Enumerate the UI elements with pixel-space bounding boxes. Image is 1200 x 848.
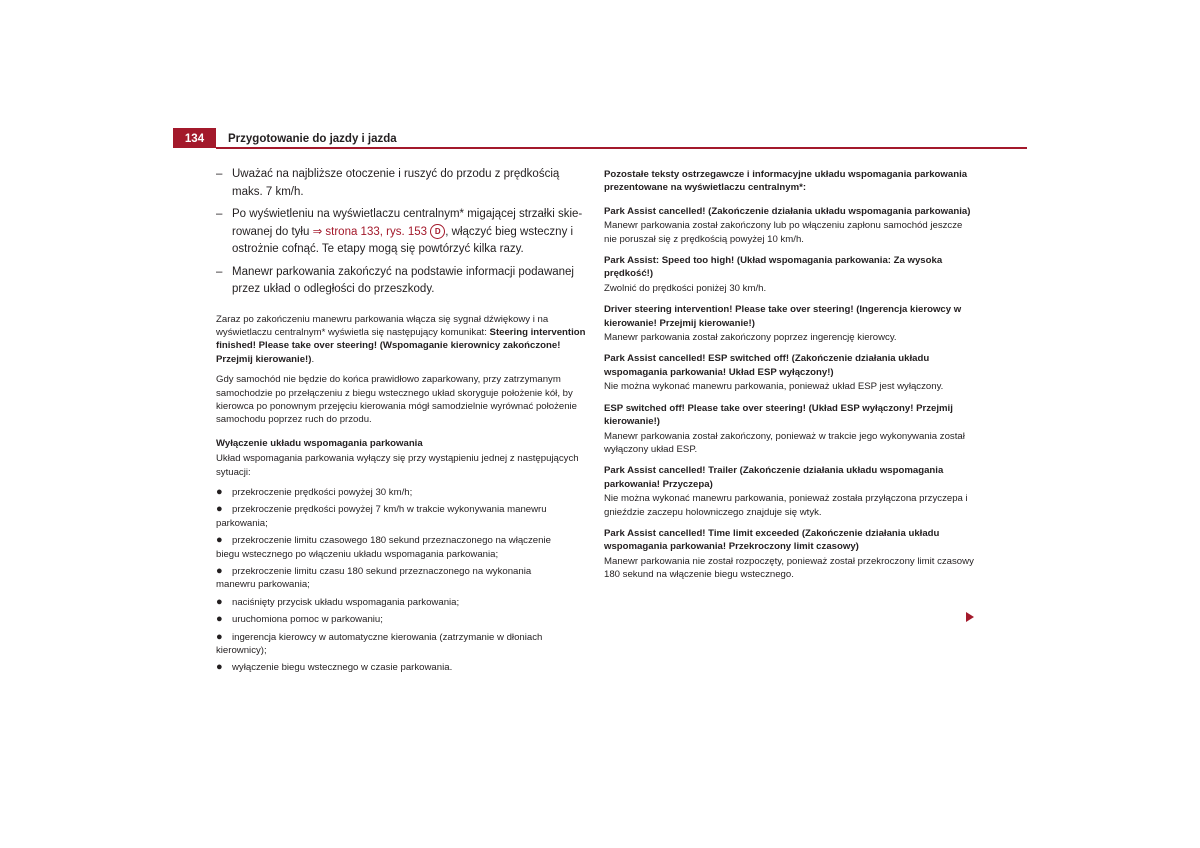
list-item-text: biegu wstecznego po włączeniu układu wspomagania parkowania; <box>216 548 499 560</box>
message-description: Zwolnić do prędkości poniżej 30 km/h. <box>604 282 767 294</box>
dash-marker: – <box>216 168 223 180</box>
paragraph-text: Zaraz po zakończeniu manewru parkowania włącza się sygnał dźwiękowy i na wyświetlaczu centralnym* wyświetla się następujący komunikat: <box>216 313 549 338</box>
list-item-text: manewru parkowania; <box>216 579 310 591</box>
list-item <box>216 631 588 658</box>
message-title: Park Assist cancelled! ESP switched off! (Zakończenie działania układu wspomagania parkowania! Układ ESP wyłączony!) <box>604 353 930 378</box>
left-column <box>216 166 588 679</box>
step-item <box>216 166 588 201</box>
message-text: Steering intervention finished! Please take over steering! (Wspomaganie kierownicy zakończone! Przejmij kierowanie!) <box>216 326 586 365</box>
list-item <box>216 565 588 592</box>
message-description: Manewr parkowania został zakończony poprzez ingerencję kierowcy. <box>604 332 897 344</box>
bullet-icon: ● <box>216 613 223 626</box>
message-description: Manewr parkowania nie został rozpoczęty, ponieważ został przekroczony limit czasowy 180 sekund na włączenie biegu wstecznego. <box>604 555 974 581</box>
chapter-title: Przygotowanie do jazdy i jazda <box>228 133 397 145</box>
step-text: , włączyć bieg wsteczny i ostrożnie cofnąć. Te etapy mogą się powtórzyć kilka razy. <box>232 225 574 255</box>
section-intro: Pozostałe teksty ostrzegawcze i informacyjne układu wspomagania parkowania prezentowane na wyświetlaczu centralnym*: <box>604 169 968 194</box>
paragraph <box>216 313 588 367</box>
bullet-icon: ● <box>216 485 223 498</box>
list-item-text: ingerencja kierowcy w automatyczne kierowania (zatrzymanie w dłoniach <box>232 631 543 643</box>
message-title: Driver steering intervention! Please take over steering! (Ingerencja kierowcy w kierowanie! Przejmij kierowanie!) <box>604 304 962 329</box>
list-item-text: parkowania; <box>216 517 268 529</box>
dash-marker: – <box>216 265 223 278</box>
step-text: Uważać na najbliższe otoczenie i ruszyć do przodu z prędkością maks. 7 km/h. <box>232 168 560 198</box>
list-item <box>216 486 588 499</box>
step-item <box>216 206 588 259</box>
message-title: Park Assist cancelled! (Zakończenie działania układu wspomagania parkowania) <box>604 205 971 217</box>
punctuation: . <box>311 353 315 365</box>
page-number: 134 <box>173 128 216 148</box>
list-item <box>216 534 588 561</box>
bullet-icon: ● <box>216 534 223 547</box>
page-header <box>173 128 1027 150</box>
step-text: Manewr parkowania zakończyć na podstawie informacji podawanej przez układ o odległości do przeszkody. <box>232 265 574 295</box>
step-text: Po wyświetleniu na wyświetlaczu centralnym* migającej strzałki skie-rowanej do tyłu <box>232 208 583 238</box>
header-rule <box>216 147 1027 149</box>
list-item <box>216 596 588 609</box>
list-item-text: naciśnięty przycisk układu wspomagania parkowania; <box>232 596 460 608</box>
paragraph: Układ wspomagania parkowania wyłączy się przy wystąpieniu jednej z następujących sytuacji: <box>216 453 579 478</box>
list-item <box>216 613 588 626</box>
dash-marker: – <box>216 208 223 220</box>
cross-reference-link[interactable]: ⇒ strona 133, rys. 153 <box>312 225 428 238</box>
bullet-icon: ● <box>216 503 223 516</box>
message-description: Nie można wykonać manewru parkowania, ponieważ została przyłączona przyczepa i gnieździe zaczepu holowniczego znajduje się wtyk. <box>604 493 968 518</box>
list-item-text: przekroczenie limitu czasowego 180 sekund przeznaczonego na włączenie <box>232 535 551 547</box>
list-item-text: przekroczenie prędkości powyżej 30 km/h; <box>232 486 413 498</box>
list-item-text: przekroczenie limitu czasu 180 sekund przeznaczonego na wykonania <box>232 566 532 577</box>
step-item <box>216 264 588 299</box>
list-item-text: uruchomiona pomoc w parkowaniu; <box>232 614 383 626</box>
message-title: Park Assist: Speed too high! (Układ wspomagania parkowania: Za wysoka prędkość!) <box>604 255 943 280</box>
bullet-icon: ● <box>216 661 223 674</box>
bullet-icon: ● <box>216 565 223 577</box>
bullet-icon: ● <box>216 630 223 643</box>
message-description: Manewr parkowania został zakończony, ponieważ w trakcie jego wykonywania został wyłączony układ ESP. <box>604 430 965 455</box>
right-column <box>604 168 974 590</box>
list-item-text: kierownicy); <box>216 645 267 657</box>
list-item-text: przekroczenie prędkości powyżej 7 km/h w trakcie wykonywania manewru <box>232 504 547 516</box>
section-heading: Wyłączenie układu wspomagania parkowania <box>216 437 423 449</box>
paragraph: Gdy samochód nie będzie do końca prawidłowo zaparkowany, przy zatrzymanym samochodzie po przełączeniu z biegu wstecznego układ skoryguje położenie kół, by kierowca po ponownym przejęciu kierowania mógł samodzielnie wyrównać położenie samochodu poprzez ruch do przodu. <box>216 374 578 426</box>
message-description: Manewr parkowania został zakończony lub po włączeniu zapłonu samochód jeszcze nie poruszał się z prędkością powyżej 10 km/h. <box>604 220 963 245</box>
figure-ref-badge: D <box>430 224 445 239</box>
message-title: Park Assist cancelled! Time limit exceeded (Zakończenie działania układu wspomagania parkowania! Przekroczony limit czasowy) <box>604 527 940 553</box>
list-item <box>216 503 588 530</box>
list-item-text: wyłączenie biegu wstecznego w czasie parkowania. <box>232 662 453 674</box>
message-title: Park Assist cancelled! Trailer (Zakończenie działania układu wspomagania parkowania! Przyczepa) <box>604 465 944 490</box>
list-item <box>216 661 588 674</box>
message-description: Nie można wykonać manewru parkowania, ponieważ układ ESP jest wyłączony. <box>604 381 944 393</box>
bullet-icon: ● <box>216 595 223 608</box>
message-title: ESP switched off! Please take over steering! (Układ ESP wyłączony! Przejmij kierowanie!) <box>604 402 953 428</box>
continue-arrow-icon <box>966 612 974 622</box>
